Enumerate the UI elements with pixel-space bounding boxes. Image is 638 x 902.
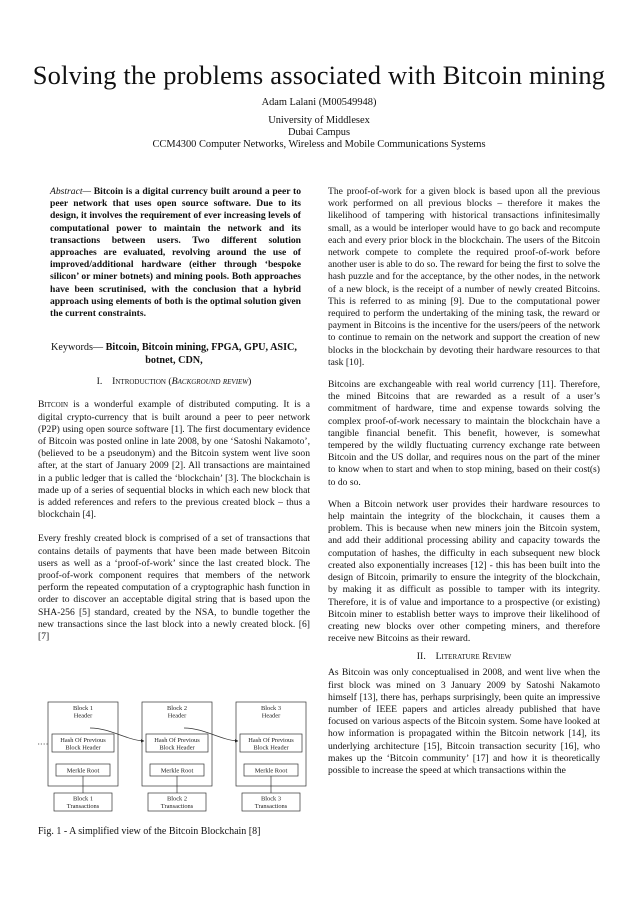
prev-hash-label: Block Header: [159, 744, 195, 752]
section-1-number: I.: [96, 376, 103, 388]
figure-caption: Fig. 1 - A simplified view of the Bitcoin Blockchain [8]: [38, 826, 261, 837]
left-column: [38, 186, 310, 643]
affiliation-campus: Dubai Campus: [287, 127, 351, 138]
blockchain-figure: [38, 700, 310, 818]
block-3: [236, 702, 306, 811]
block-header-label: Header: [167, 712, 187, 720]
intro-lead-word: Bitcoin: [38, 399, 69, 411]
prev-hash-label: Hash Of Previous: [154, 737, 200, 744]
right-paragraph-2: Bitcoins are exchangeable with real world currency [11]. Therefore, the mined Bitcoins that are rewarded as a result of a user’s commitment of hardware, time and expense towards solving the complex proof-of-work necessary to maintain the blockchain have a tangible financial benefit. This benefit, however, is somewhat tempered by the wildly fluctuating currency exchange rate between Bitcoin and the US dollar, and requires nous on the part of the miner to know when to start and when to stop mining, based on their cost(s) to do so.: [328, 379, 600, 488]
affiliation-university: University of Middlesex: [268, 115, 370, 126]
transactions-label: Block 2: [166, 795, 188, 803]
transactions-label: Transactions: [66, 803, 100, 811]
section-1-heading: [38, 376, 310, 388]
section-2-number: II.: [416, 651, 426, 663]
keywords-text: Bitcoin, Bitcoin mining, FPGA, GPU, ASIC, botnet, CDN,: [105, 342, 297, 366]
section-1-subtitle: (Background review): [168, 376, 252, 388]
prev-hash-label: Block Header: [253, 744, 289, 752]
transactions-label: Transactions: [160, 803, 194, 811]
course-line: CCM4300 Computer Networks, Wireless and Mobile Communications Systems: [152, 139, 486, 150]
merkle-root-label: Merkle Root: [254, 767, 288, 775]
paper-title: Solving the problems associated with Bitcoin mining: [32, 60, 606, 90]
keywords: [38, 342, 310, 367]
transactions-label: Block 1: [72, 795, 94, 803]
block-header-label: Block 1: [72, 705, 94, 712]
block-header-label: Header: [261, 712, 281, 720]
block-header-label: Header: [73, 712, 93, 720]
abstract: [38, 186, 310, 320]
right-paragraph-1: The proof-of-work for a given block is based upon all the previous work performed on all previous blocks – therefore it makes the likelihood of tampering with historical transactions infinitesimally small, as a would be interloper would have to go back and recompute each and every prior block in the blockchain. The users of the Bitcoin network compete to complete the required proof-of-work before another user is able to do so. The reward for being the first to solve the hash puzzle and for the acceptance, by the other nodes, in the network of a new block, is the receipt of a number of newly created Bitcoins. This is referred to as mining [9]. Due to the computational power required to perform the undertaking of the mining task, the reward or payment in Bitcoins is the incentive for the users/peers of the network to continue to remain on the network and support the creation of new blocks in the blockchain by devoting their hardware resources to that task [10].: [328, 186, 600, 368]
block-2: [142, 702, 212, 811]
block-header-label: Block 2: [166, 705, 188, 712]
block-header-label: Block 3: [260, 705, 282, 712]
right-paragraph-3: When a Bitcoin network user provides their hardware resources to help maintain the integrity of the blockchain, it causes them a problem. This is because when new miners join the Bitcoin system, and add their additional processing ability and capacity towards the computation of hashes, the difficulty in each subsequent new block created also exponentially increases [12] - this has been built into the design of Bitcoin, primarily to ensure the integrity of the blockchain, by making it as difficult as possible to tamper with its integrity. Therefore, it is of value and importance to a prospective (or existing) Bitcoin miner to establish better ways to improve their likelihood of creating new blocks over other competing miners, and therefore receive new Bitcoins as their reward.: [328, 498, 600, 645]
section-1-title: Introduction: [112, 376, 166, 388]
block-1: [48, 702, 118, 811]
right-paragraph-4: As Bitcoin was only conceptualised in 2008, and went live when the first block was mined on 3 January 2009 by Satoshi Nakamoto himself [13], there has, perhaps surprisingly, been quite an impressive number of IEEE papers and articles already published that have focused on various aspects of the Bitcoin system. Some have looked at how information is propagated within the Bitcoin network [14], its underlying architecture [15], Bitcoin transaction security [16], who makes up the ‘Bitcoin community’ [17] and how it is theoretically possible to increase the speed at which transactions within the: [328, 667, 600, 776]
abstract-label: Abstract—: [50, 186, 92, 197]
transactions-label: Block 3: [260, 795, 282, 803]
right-column: [328, 186, 600, 777]
transactions-label: Transactions: [254, 803, 288, 811]
keywords-label: Keywords—: [51, 342, 104, 354]
merkle-root-label: Merkle Root: [66, 767, 100, 775]
intro-paragraph-1: [38, 399, 310, 521]
section-2-title: Literature Review: [435, 651, 512, 663]
prev-hash-label: Block Header: [65, 744, 101, 752]
prev-hash-label: Hash Of Previous: [248, 737, 294, 744]
author: Adam Lalani (M00549948): [261, 97, 377, 108]
prev-hash-label: Hash Of Previous: [60, 737, 106, 744]
intro-paragraph-1-text: is a wonderful example of distributed computing. It is a digital crypto-currency that is built around a peer to peer network (P2P) using open source software [1]. The first documentary evidence of Bitcoin was posted online in late 2008, by one ‘Satoshi Nakamoto’, (believed to be a pseudonym) and the Bitcoin system went live soon after, at the start of January 2009 [2]. All transactions are maintained in a public ledger that is called the ‘blockchain’ [3]. The blockchain is made up of a series of sequential blocks in which each new block that is added references and refers to the previous created block – thus a blockchain [4].: [38, 399, 310, 521]
intro-paragraph-2: Every freshly created block is comprised of a set of transactions that contains details of payments that have been made between Bitcoin users as well as a ‘proof-of-work’ since the last created block. The proof-of-work component requires that members of the network perform the repeated computation of a cryptographic hash function in order to discover an acceptable digital string that is based upon the SHA-256 [5] standard, created by the NSA, to bundle together the new transactions since the last block into a newly created block. [6] [7]: [38, 533, 310, 643]
section-2-heading: [328, 651, 600, 663]
merkle-root-label: Merkle Root: [160, 767, 194, 775]
abstract-text: Bitcoin is a digital currency built around a peer to peer network that uses open source software. Due to its design, it involves the requirement of ever increasing levels of computational power to maintain the network and its transactions between users. Two different solution approaches are evaluated, revolving around the use of improved/additional hardware (either through ‘bespoke silicon’ or miner botnets) and mining pools. Both approaches have been scrutinised, with the conclusion that a hybrid approach using elements of both is the optimal solution given the current constraints.: [50, 186, 301, 320]
